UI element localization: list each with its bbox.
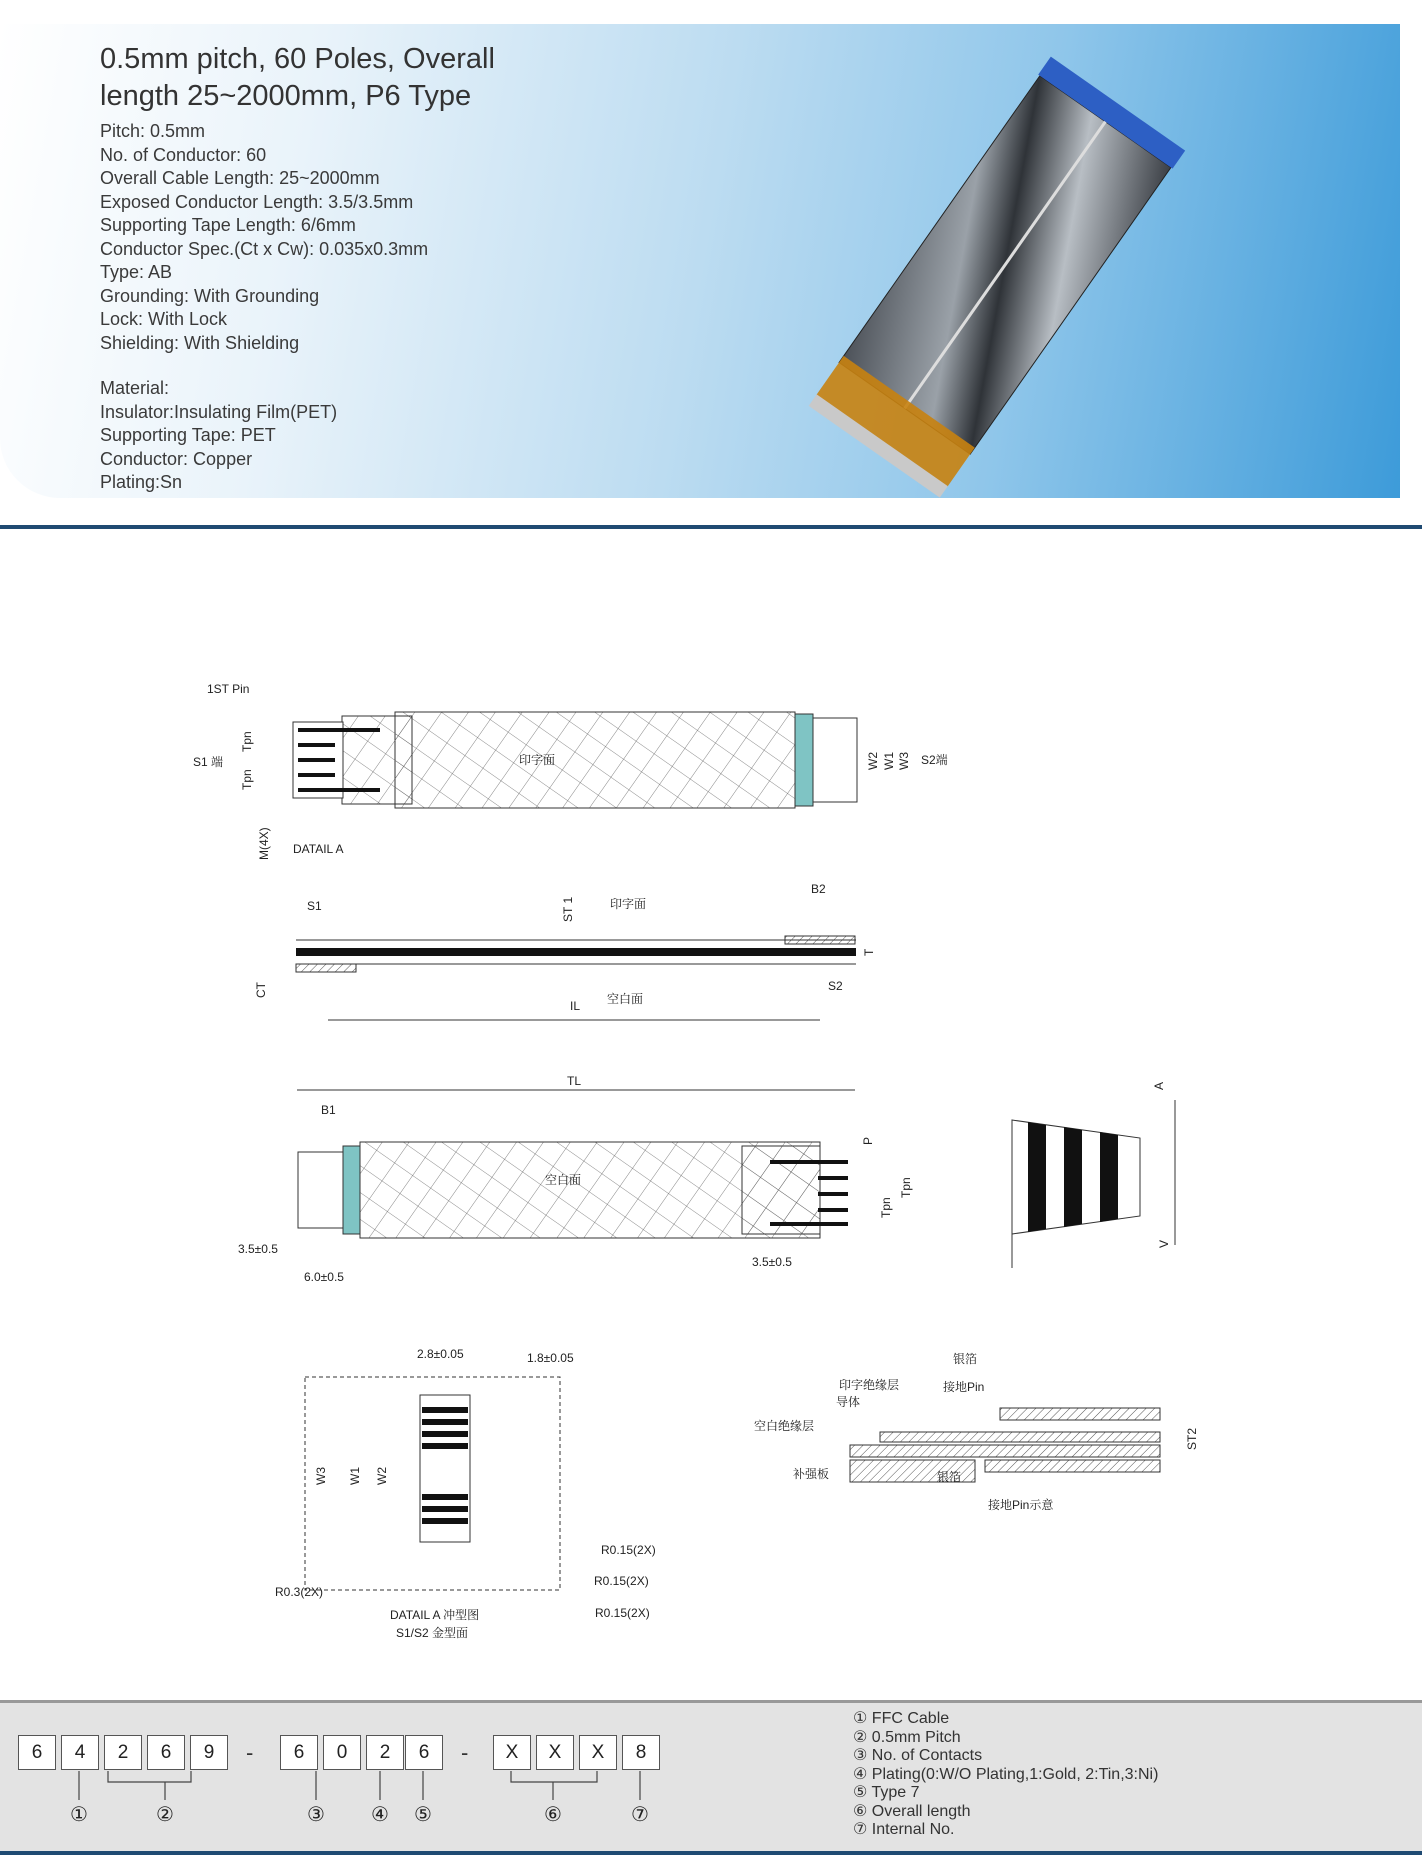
pn-digit: 2 bbox=[104, 1735, 142, 1770]
pn-marker: ③ bbox=[307, 1804, 325, 1826]
label-2-8: 2.8±0.05 bbox=[417, 1347, 464, 1361]
label-r0-3: R0.3(2X) bbox=[275, 1585, 324, 1599]
pn-marker: ⑦ bbox=[631, 1804, 649, 1826]
pn-separator: - bbox=[246, 1740, 254, 1765]
label-ct: CT bbox=[254, 982, 268, 998]
label-tl: TL bbox=[567, 1074, 582, 1088]
material-item: Plating:Sn bbox=[100, 472, 183, 492]
pn-marker: ① bbox=[70, 1804, 88, 1826]
label-w3: W3 bbox=[314, 1467, 328, 1485]
label-blank-insulation: 空白绝缘层 bbox=[754, 1419, 815, 1433]
pn-digit: 6 bbox=[405, 1735, 443, 1770]
footer-divider bbox=[0, 1851, 1422, 1855]
label-s1-end: S1 端 bbox=[193, 755, 224, 769]
label-w1: W1 bbox=[348, 1467, 362, 1485]
legend-item: ④ Plating(0:W/O Plating,1:Gold, 2:Tin,3:Ni) bbox=[853, 1765, 1159, 1783]
legend-item: ② 0.5mm Pitch bbox=[853, 1728, 961, 1746]
pn-digit: X bbox=[536, 1735, 574, 1770]
spec-item: Overall Cable Length: 25~2000mm bbox=[100, 168, 380, 188]
label-ground-pin: 接地Pin bbox=[943, 1380, 985, 1394]
pn-separator: - bbox=[461, 1740, 469, 1765]
spec-item: Grounding: With Grounding bbox=[100, 285, 320, 306]
label-w3: W3 bbox=[897, 752, 911, 770]
label-p: P bbox=[861, 1136, 875, 1145]
label-blank-face: 空白面 bbox=[607, 992, 644, 1006]
material-item: Conductor: Copper bbox=[100, 448, 253, 469]
label-b2: B2 bbox=[811, 882, 826, 896]
pn-digit: 2 bbox=[366, 1735, 404, 1770]
label-dim-6-0: 6.0±0.5 bbox=[304, 1270, 344, 1284]
label-first-pin: 1ST Pin bbox=[207, 682, 250, 696]
spec-item: Type: AB bbox=[100, 262, 173, 282]
label-tpn: Tpn bbox=[879, 1197, 893, 1218]
material-item: Material: bbox=[100, 378, 170, 398]
spec-item: Conductor Spec.(Ct x Cw): 0.035x0.3mm bbox=[100, 238, 429, 259]
title-line-2: length 25~2000mm, P6 Type bbox=[100, 80, 472, 112]
legend-item: ⑥ Overall length bbox=[853, 1802, 971, 1820]
label-print-insulation: 印字绝缘层 bbox=[839, 1378, 900, 1392]
pn-marker: ② bbox=[156, 1804, 174, 1826]
label-print-face: 印字面 bbox=[519, 753, 556, 767]
spec-item: Lock: With Lock bbox=[100, 309, 228, 329]
pn-legend bbox=[853, 1710, 1158, 1840]
label-r0-15: R0.15(2X) bbox=[595, 1606, 650, 1620]
pn-digit: 6 bbox=[18, 1735, 56, 1770]
label-tpn: Tpn bbox=[240, 769, 254, 790]
label-b1: B1 bbox=[321, 1103, 336, 1117]
legend-item: ③ No. of Contacts bbox=[853, 1747, 983, 1764]
label-silver-foil: 银箔 bbox=[953, 1352, 978, 1366]
material-item: Supporting Tape: PET bbox=[100, 425, 276, 445]
label-st2: ST2 bbox=[1185, 1427, 1199, 1450]
label-st1: ST 1 bbox=[561, 896, 575, 922]
label-dim-3-5: 3.5±0.5 bbox=[238, 1242, 278, 1256]
pn-digit: 6 bbox=[280, 1735, 318, 1770]
label-1-8: 1.8±0.05 bbox=[527, 1351, 574, 1365]
legend-item: ⑦ Internal No. bbox=[853, 1821, 955, 1838]
label-il: IL bbox=[570, 999, 581, 1013]
label-w2: W2 bbox=[866, 752, 880, 770]
pn-marker: ④ bbox=[371, 1804, 389, 1826]
label-s2-end: S2端 bbox=[921, 753, 948, 767]
label-r0-15: R0.15(2X) bbox=[594, 1574, 649, 1588]
pn-digit: 4 bbox=[61, 1735, 99, 1770]
label-t: T bbox=[862, 948, 876, 956]
label-s1: S1 bbox=[307, 899, 322, 913]
pn-marker: ⑥ bbox=[544, 1804, 562, 1826]
pn-digit: 6 bbox=[147, 1735, 185, 1770]
legend-item: ① FFC Cable bbox=[853, 1710, 950, 1727]
title-line-1: 0.5mm pitch, 60 Poles, Overall bbox=[100, 43, 495, 75]
spec-item: Pitch: 0.5mm bbox=[100, 121, 206, 141]
label-m4x: M(4X) bbox=[257, 827, 271, 860]
legend-item: ⑤ Type 7 bbox=[853, 1784, 920, 1801]
label-dim-3-5: 3.5±0.5 bbox=[752, 1255, 792, 1269]
label-blank-face: 空白面 bbox=[545, 1173, 582, 1187]
spec-item: Supporting Tape Length: 6/6mm bbox=[100, 215, 356, 235]
label-silver-foil: 银箔 bbox=[937, 1470, 962, 1484]
label-tpn: Tpn bbox=[899, 1177, 913, 1198]
punch-caption: DATAIL A 冲型图 bbox=[390, 1608, 480, 1622]
label-stiffener: 补强板 bbox=[793, 1467, 830, 1481]
label-w1: W1 bbox=[882, 752, 896, 770]
label-conductor: 导体 bbox=[836, 1395, 861, 1409]
label-a: A bbox=[1152, 1081, 1166, 1090]
pn-digit: 0 bbox=[323, 1735, 361, 1770]
die-face-caption: S1/S2 金型面 bbox=[396, 1626, 469, 1640]
pn-marker: ⑤ bbox=[414, 1804, 432, 1826]
label-tpn: Tpn bbox=[240, 731, 254, 752]
label-detail-a: DATAIL A bbox=[293, 842, 344, 856]
label-r0-15: R0.15(2X) bbox=[601, 1543, 656, 1557]
material-item: Insulator:Insulating Film(PET) bbox=[100, 401, 338, 422]
label-v: V bbox=[1157, 1239, 1171, 1248]
label-s2: S2 bbox=[828, 979, 843, 993]
spec-item: No. of Conductor: 60 bbox=[100, 144, 267, 165]
spec-item: Exposed Conductor Length: 3.5/3.5mm bbox=[100, 191, 414, 212]
pn-digit: X bbox=[579, 1735, 617, 1770]
label-print-face: 印字面 bbox=[610, 897, 647, 911]
ground-pin-caption: 接地Pin示意 bbox=[988, 1498, 1054, 1512]
spec-item: Shielding: With Shielding bbox=[100, 332, 300, 353]
pn-digit: 9 bbox=[190, 1735, 228, 1770]
label-w2: W2 bbox=[375, 1467, 389, 1485]
pn-digit: X bbox=[493, 1735, 531, 1770]
pn-digit: 8 bbox=[622, 1735, 660, 1770]
